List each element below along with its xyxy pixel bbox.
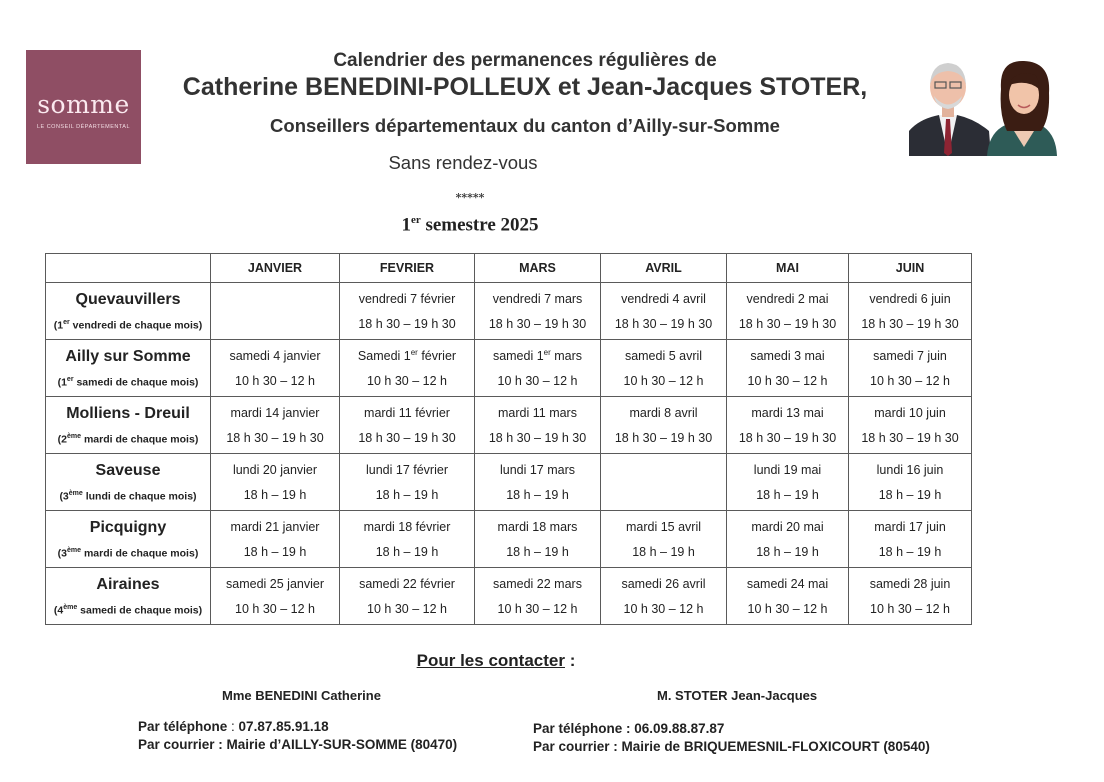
- schedule-cell: [211, 397, 340, 454]
- cell-time: 18 h – 19 h: [878, 544, 942, 559]
- schedule-cell: [211, 283, 340, 340]
- cell-date: vendredi 6 juin: [869, 291, 951, 306]
- cell-time: 18 h – 19 h: [375, 544, 439, 559]
- cell-date: lundi 20 janvier: [232, 462, 318, 477]
- schedule-cell: [211, 568, 340, 625]
- schedule-cell: [849, 340, 972, 397]
- cell-date: lundi 17 mars: [499, 462, 576, 477]
- cell-time: 18 h 30 – 19 h 30: [738, 316, 837, 331]
- town-name: Quevauvillers: [75, 290, 181, 308]
- cell-time: 10 h 30 – 12 h: [235, 601, 315, 616]
- header-stars: *****: [455, 191, 485, 204]
- cell-time: 10 h 30 – 12 h: [235, 373, 315, 388]
- cell-time: 10 h 30 – 12 h: [497, 601, 578, 616]
- table-row: [46, 511, 972, 568]
- schedule-cell: [475, 568, 601, 625]
- cell-date: vendredi 4 avril: [621, 291, 706, 306]
- cell-date: lundi 17 février: [366, 462, 448, 477]
- cell-date: samedi 28 juin: [869, 576, 951, 591]
- cell-date: mardi 18 mars: [497, 519, 578, 534]
- cell-time: 18 h 30 – 19 h 30: [861, 430, 959, 445]
- cell-date: samedi 22 février: [359, 576, 455, 591]
- table-body: [46, 283, 972, 625]
- contact-right-phone: Par téléphone : 06.09.88.87.87: [533, 721, 725, 736]
- cell-time: 18 h – 19 h: [243, 544, 307, 559]
- schedule-cell: [340, 397, 475, 454]
- schedule-cell: [849, 511, 972, 568]
- month-header: MAI: [727, 254, 849, 283]
- town-name: Ailly sur Somme: [65, 347, 191, 365]
- town-name: Saveuse: [95, 461, 161, 479]
- cell-date: lundi 16 juin: [876, 462, 944, 477]
- table-row: [46, 454, 972, 511]
- cell-time: 10 h 30 – 12 h: [623, 373, 704, 388]
- schedule-cell: [601, 568, 727, 625]
- cell-date: samedi 4 janvier: [229, 348, 321, 363]
- schedule-cell: [601, 454, 727, 511]
- corner-cell: [46, 254, 211, 283]
- table-row: [46, 283, 972, 340]
- header-names: Catherine BENEDINI-POLLEUX et Jean-Jacques STOTER,: [182, 73, 868, 101]
- schedule-cell: [340, 568, 475, 625]
- cell-time: 10 h 30 – 12 h: [367, 601, 447, 616]
- cell-date: samedi 7 juin: [873, 348, 947, 363]
- cell-time: 18 h – 19 h: [375, 487, 439, 502]
- schedule-cell: [727, 568, 849, 625]
- cell-time: 10 h 30 – 12 h: [623, 601, 704, 616]
- cell-time: 18 h – 19 h: [506, 544, 569, 559]
- cell-time: 18 h 30 – 19 h 30: [226, 430, 324, 445]
- cell-date: mardi 17 juin: [874, 519, 946, 534]
- table-row: [46, 397, 972, 454]
- schedule-cell: [601, 397, 727, 454]
- schedule-cell: [727, 340, 849, 397]
- schedule-cell: [849, 397, 972, 454]
- cell-date: mardi 13 mai: [751, 405, 824, 420]
- town-cell: [46, 340, 211, 397]
- cell-date: mardi 11 février: [364, 405, 450, 420]
- councillors-photo: [909, 55, 1057, 156]
- month-header: AVRIL: [601, 254, 727, 283]
- cell-time: 10 h 30 – 12 h: [497, 374, 578, 389]
- cell-time: 10 h 30 – 12 h: [870, 373, 950, 388]
- town-rule: (3ème mardi de chaque mois): [57, 546, 199, 560]
- contact-left-phone: Par téléphone : 07.87.85.91.18: [138, 719, 329, 734]
- town-name: Molliens - Dreuil: [66, 404, 190, 422]
- schedule-cell: [475, 340, 601, 397]
- town-cell: [46, 454, 211, 511]
- cell-date: mardi 18 février: [363, 519, 451, 534]
- contact-title: Pour les contacter :: [416, 651, 576, 670]
- table-row: [46, 568, 972, 625]
- cell-time: 18 h 30 – 19 h 30: [358, 430, 456, 445]
- cell-time: 18 h 30 – 19 h 30: [614, 430, 713, 445]
- cell-time: 18 h – 19 h: [756, 487, 819, 502]
- cell-date: samedi 22 mars: [493, 576, 582, 591]
- contact-left-name: Mme BENEDINI Catherine: [222, 688, 381, 703]
- town-name: Picquigny: [89, 518, 167, 536]
- table-row: [46, 340, 972, 397]
- town-name: Airaines: [96, 575, 160, 593]
- cell-date: samedi 24 mai: [746, 576, 829, 591]
- cell-time: 18 h 30 – 19 h 30: [488, 316, 587, 331]
- town-cell: [46, 568, 211, 625]
- schedule-cell: [475, 511, 601, 568]
- cell-time: 10 h 30 – 12 h: [870, 601, 950, 616]
- contact-left-mail: Par courrier : Mairie d’AILLY-SUR-SOMME (80470): [138, 737, 458, 752]
- town-rule: (1er samedi de chaque mois): [57, 375, 199, 389]
- town-cell: [46, 511, 211, 568]
- cell-time: 18 h 30 – 19 h 30: [488, 430, 587, 445]
- schedule-cell: [475, 283, 601, 340]
- semester-title: 1er semestre 2025: [401, 214, 539, 236]
- logo-subtitle: LE CONSEIL DÉPARTEMENTAL: [36, 124, 131, 130]
- header-no-appointment: Sans rendez-vous: [388, 152, 538, 173]
- cell-time: 18 h – 19 h: [756, 544, 819, 559]
- schedule-table: [45, 253, 972, 625]
- contact-right-mail: Par courrier : Mairie de BRIQUEMESNIL-FLOXICOURT (80540): [533, 739, 930, 754]
- header-role: Conseillers départementaux du canton d’Ailly-sur-Somme: [270, 115, 780, 136]
- cell-time: 18 h 30 – 19 h 30: [358, 316, 456, 331]
- schedule-cell: [727, 397, 849, 454]
- cell-time: 10 h 30 – 12 h: [367, 374, 447, 389]
- town-rule: (3ème lundi de chaque mois): [59, 489, 197, 503]
- cell-date: mardi 10 juin: [874, 405, 946, 420]
- cell-time: 18 h – 19 h: [878, 487, 942, 502]
- schedule-cell: [340, 511, 475, 568]
- cell-date: samedi 3 mai: [750, 348, 825, 363]
- cell-date: vendredi 7 février: [358, 291, 456, 306]
- cell-date: lundi 19 mai: [753, 462, 822, 477]
- town-rule: (1er vendredi de chaque mois): [53, 318, 203, 332]
- cell-time: 18 h – 19 h: [506, 487, 569, 502]
- cell-date: mardi 11 mars: [498, 405, 577, 420]
- cell-time: 18 h – 19 h: [632, 544, 695, 559]
- cell-time: 10 h 30 – 12 h: [747, 601, 828, 616]
- schedule-cell: [211, 454, 340, 511]
- town-rule: (2ème mardi de chaque mois): [57, 432, 199, 446]
- cell-date: mardi 14 janvier: [230, 405, 320, 420]
- cell-date: Samedi 1er février: [357, 347, 457, 364]
- schedule-cell: [727, 454, 849, 511]
- schedule-cell: [601, 340, 727, 397]
- schedule-cell: [727, 511, 849, 568]
- schedule-cell: [211, 511, 340, 568]
- month-header: JANVIER: [211, 254, 340, 283]
- schedule-cell: [340, 340, 475, 397]
- schedule-cell: [601, 511, 727, 568]
- logo-word: somme: [37, 90, 130, 119]
- cell-time: 10 h 30 – 12 h: [747, 373, 828, 388]
- schedule-cell: [475, 397, 601, 454]
- cell-date: vendredi 2 mai: [746, 291, 829, 306]
- town-cell: [46, 283, 211, 340]
- cell-time: 18 h 30 – 19 h 30: [861, 316, 959, 331]
- schedule-cell: [340, 283, 475, 340]
- cell-date: samedi 1er mars: [492, 347, 583, 364]
- schedule-cell: [211, 340, 340, 397]
- schedule-cell: [849, 454, 972, 511]
- cell-date: mardi 15 avril: [625, 519, 702, 534]
- cell-date: samedi 26 avril: [621, 576, 706, 591]
- header-line1: Calendrier des permanences régulières de: [333, 50, 717, 71]
- schedule-cell: [340, 454, 475, 511]
- cell-date: vendredi 7 mars: [492, 291, 583, 306]
- schedule-cell: [849, 283, 972, 340]
- town-cell: [46, 397, 211, 454]
- town-rule: (4ème samedi de chaque mois): [53, 603, 203, 617]
- schedule-cell: [849, 568, 972, 625]
- cell-time: 18 h 30 – 19 h 30: [738, 430, 837, 445]
- cell-date: mardi 21 janvier: [230, 519, 320, 534]
- cell-date: samedi 25 janvier: [226, 576, 324, 591]
- month-header: MARS: [475, 254, 601, 283]
- contact-right-name: M. STOTER Jean-Jacques: [657, 688, 818, 703]
- schedule-cell: [475, 454, 601, 511]
- schedule-cell: [727, 283, 849, 340]
- cell-time: 18 h 30 – 19 h 30: [614, 316, 713, 331]
- cell-date: mardi 20 mai: [751, 519, 824, 534]
- schedule-cell: [601, 283, 727, 340]
- cell-time: 18 h – 19 h: [243, 487, 307, 502]
- month-header: FEVRIER: [340, 254, 475, 283]
- month-header: JUIN: [849, 254, 972, 283]
- cell-date: mardi 8 avril: [629, 405, 698, 420]
- table-header-row: [46, 254, 972, 283]
- cell-date: samedi 5 avril: [624, 348, 703, 363]
